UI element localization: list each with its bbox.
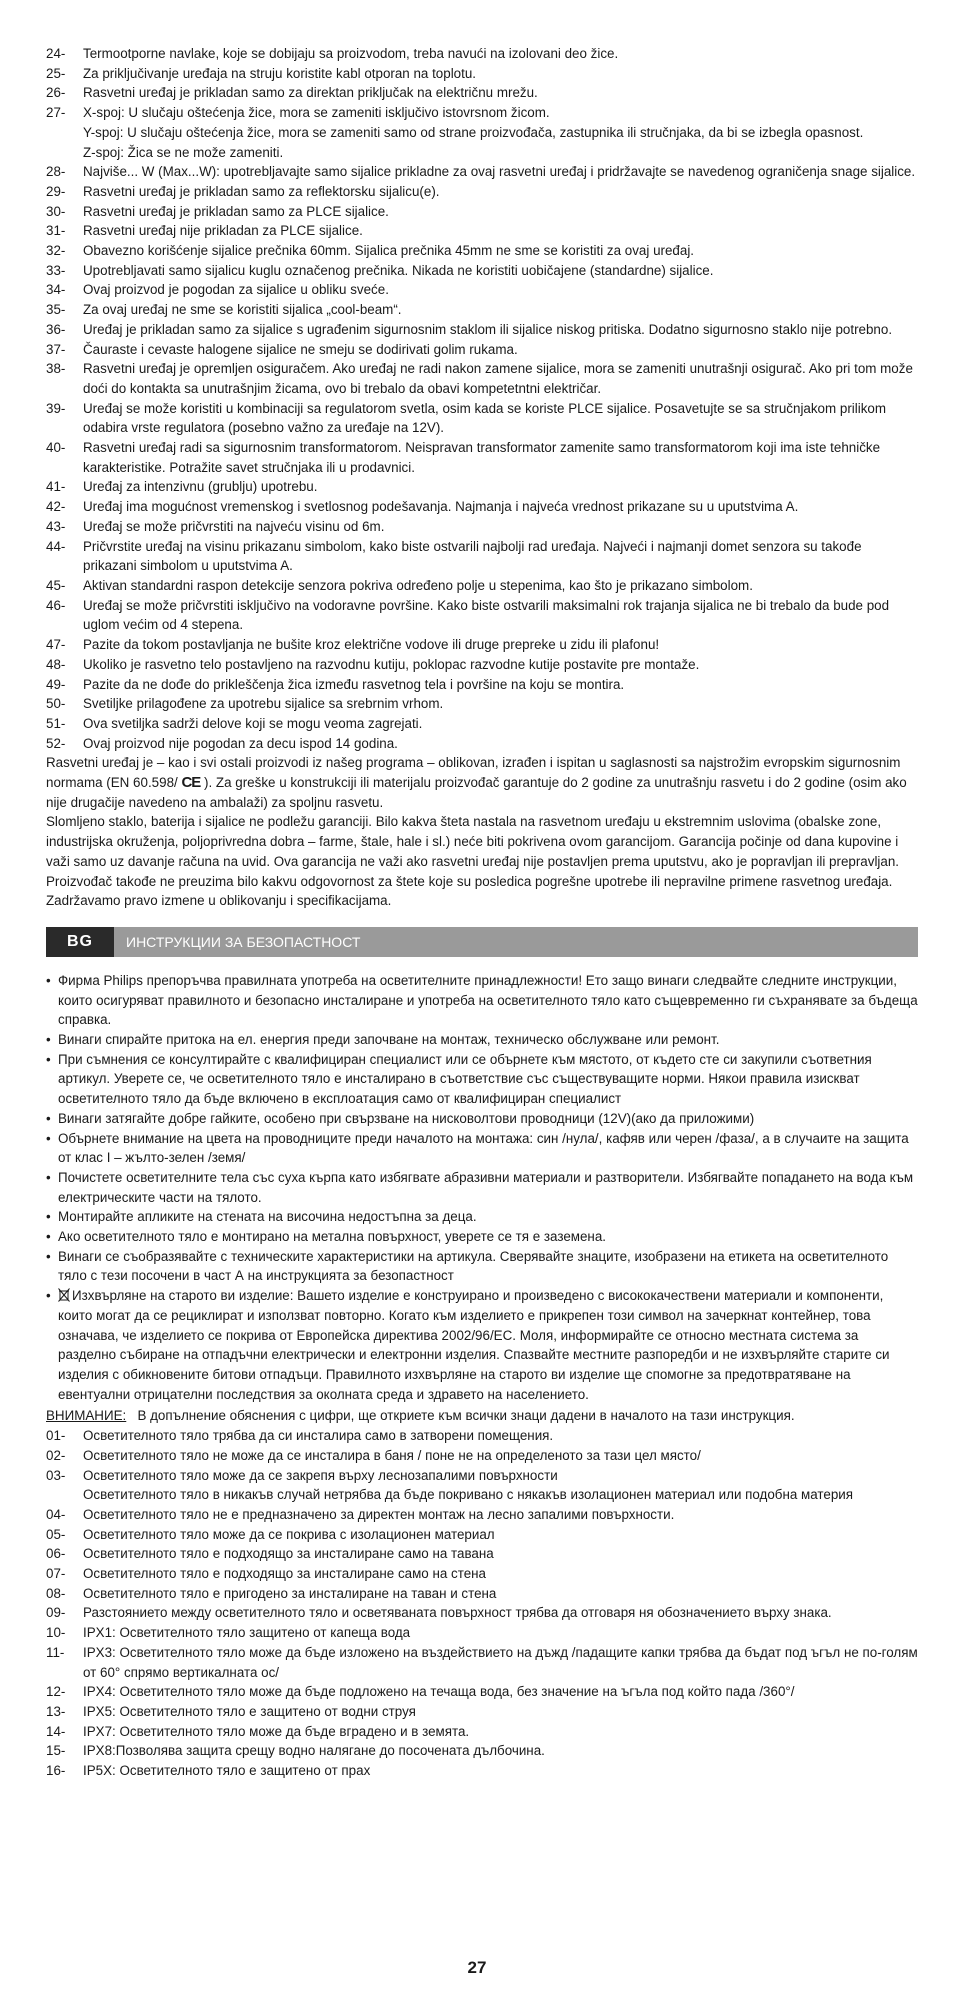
list-item <box>46 1564 918 1584</box>
bullet-text: Монтирайте апликите на стената на височина недостъпна за деца. <box>58 1209 477 1225</box>
item-number: 09- <box>46 1605 66 1621</box>
bullet-text: Фирма Philips препоръчва правилната употреба на осветителните принадлежности! Ето защо винаги следвайте следните инструкции, които осигуряват правилното и безопасно инсталиране и употреба на осветителното тяло като същевременно ги съхранявате за бъдеща справка. <box>58 972 918 1028</box>
bullet-item: • Винаги спирайте притока на ел. енергия преди започване на монтаж, техническо обслужване или ремонт. <box>46 1030 918 1050</box>
bullet-text: Почистете осветителните тела със суха кърпа като избягвате абразивни материали и разтворители. Избягвайте попадането на вода към електрическите части на тялото. <box>58 1169 914 1205</box>
list-item <box>46 300 918 320</box>
bullet-text: Ако осветителното тяло е монтирано на метална повърхност, уверете се тя е заземена. <box>58 1229 606 1245</box>
list-item <box>46 655 918 675</box>
list-item <box>46 1623 918 1643</box>
item-number: 08- <box>46 1585 66 1601</box>
item-text: Uređaj je prikladan samo za sijalice s ugrađenim sigurnosnim staklom ili sijalice niskog pritiska. Dodatno sigurnosno staklo nije potrebno. <box>83 321 893 337</box>
item-number: 41- <box>46 479 66 495</box>
item-number: 27- <box>46 105 66 121</box>
item-subline: Z-spoj: Žica se ne može zameniti. <box>83 144 284 160</box>
item-text: Svetiljke prilagođene za upotrebu sijalice sa srebrnim vrhom. <box>83 696 444 712</box>
list-item <box>46 261 918 281</box>
item-number: 16- <box>46 1763 66 1779</box>
item-number: 13- <box>46 1703 66 1719</box>
item-number: 39- <box>46 400 66 416</box>
item-text: X-spoj: U slučaju oštećenja žice, mora se zameniti isključivo istovrsnom žicom. <box>83 105 550 121</box>
item-number: 46- <box>46 597 66 613</box>
list-item <box>46 1466 918 1486</box>
list-item <box>46 1544 918 1564</box>
item-text: Aktivan standardni raspon detekcije senzora pokriva određeno polje u stepenima, kao što je prikazano simbolom. <box>83 577 753 593</box>
item-text: Ova svetiljka sadrži delove koji se mogu veoma zagrejati. <box>83 715 423 731</box>
bullet-item: • Ако осветителното тяло е монтирано на метална повърхност, уверете се тя е заземена. <box>46 1227 918 1247</box>
item-number: 33- <box>46 262 66 278</box>
list-item <box>46 162 918 182</box>
list-item <box>46 202 918 222</box>
list-item <box>46 1426 918 1446</box>
exclusions-paragraph: Slomljeno staklo, baterija i sijalice ne podležu garanciji. Bilo kakva šteta nastala na rasvetnom uređaju u ekstremnim uslovima (obalske zone, industrijska okruženja, poljoprivredna dobra – farme, štale, hale i sl.) neće biti pokrivena ovom garancijom. Garancija počinje od dana kupovine i važi samo uz davanje računa na uvid. Ova garancija ne važi ako rasvetni uređaj nije postavljen prema uputstvu, ako je popravljan ili prepravljan. Proizvođač takođe ne preuzima bilo kakvu odgovornost za štete koje su posledica pogrešne upotrebe ili nepravilne primene rasvetnog uređaja. <box>46 814 900 889</box>
list-item <box>46 517 918 537</box>
bullet-item: • Монтирайте апликите на стената на височина недостъпна за деца. <box>46 1207 918 1227</box>
crossed-bin-icon <box>58 1288 70 1302</box>
ce-mark-icon: CE <box>181 774 201 792</box>
item-number: 11- <box>46 1644 65 1660</box>
list-item <box>46 497 918 517</box>
item-number: 35- <box>46 302 66 318</box>
item-number: 38- <box>46 361 66 377</box>
item-number: 43- <box>46 518 66 534</box>
item-number: 26- <box>46 85 66 101</box>
item-text: Uređaj se može pričvrstiti na najveću visinu od 6m. <box>83 518 385 534</box>
item-number: 29- <box>46 183 66 199</box>
item-text: Ukoliko je rasvetno telo postavljeno na razvodnu kutiju, poklopac razvodne kutije postavite pre montaže. <box>83 656 700 672</box>
list-item <box>46 340 918 360</box>
item-number: 40- <box>46 440 66 456</box>
bullet-item: • Винаги се съобразявайте с техническите характеристики на артикула. Сверявайте знаците, изобразени на етикета на осветителното тяло с тези посочени в част А на инструкцията за безопастност <box>46 1247 918 1286</box>
item-text: Pričvrstite uređaj na visinu prikazanu simbolom, kako biste ostvarili najbolji rad uređaja. Najveći i najmanji domet senzora su takođe prikazani simbolom u uputstvima A. <box>83 538 862 574</box>
reserve-paragraph: Zadržavamo pravo izmene u oblikovanju i specifikacijama. <box>46 893 392 909</box>
bullet-text: При съмнения се консултирайте с квалифициран специалист или се обърнете към мястото, от където сте си закупили съответния артикул. Уверете се, че осветителното тяло е инсталирано в съответствие със съществуващите норми. Някои правила изискват осветителното тяло да бъде включено в експлоатация само от квалифициран специалист <box>58 1051 872 1107</box>
bullet-item: • Почистете осветителните тела със суха кърпа като избягвате абразивни материали и разтворители. Избягвайте попадането на вода към електрическите части на тялото. <box>46 1168 918 1207</box>
bullet-text: Винаги спирайте притока на ел. енергия преди започване на монтаж, техническо обслужване или ремонт. <box>58 1032 720 1048</box>
list-item <box>46 1722 918 1742</box>
item-number: 05- <box>46 1526 66 1542</box>
item-number: 28- <box>46 164 66 180</box>
item-number: 24- <box>46 46 66 61</box>
item-text: Осветителното тяло не е предназначено за директен монтаж на лесно запалими повърхности. <box>83 1506 675 1522</box>
bg-numbered-list <box>46 1426 918 1781</box>
item-number: 47- <box>46 637 66 653</box>
item-number: 42- <box>46 499 66 515</box>
item-text: IP5X: Осветителното тяло е защитено от прах <box>83 1763 371 1779</box>
item-text: Pazite da tokom postavljanja ne bušite kroz električne vodove ili druge prepreke u zidu ili plafonu! <box>83 637 660 653</box>
list-item <box>46 359 918 398</box>
list-item <box>46 714 918 734</box>
list-item <box>46 320 918 340</box>
bullet-text: Обърнете внимание на цвета на проводниците преди началото на монтажа: син /нула/, кафяв или черен /фаза/, а в случаите на защита от клас I – жълто-зелен /земя/ <box>58 1130 909 1166</box>
item-number: 44- <box>46 538 66 554</box>
list-item <box>46 44 918 64</box>
item-number: 14- <box>46 1723 66 1739</box>
item-number: 02- <box>46 1447 66 1463</box>
item-text: IPX7: Осветителното тяло може да бъде вградено и в земята. <box>83 1723 470 1739</box>
warranty-paragraph: Rasvetni uređaj je – kao i svi ostali proizvodi iz našeg programa – oblikovan, izrađen i ispitan u saglasnosti sa najstrožim evropskim sigurnosnim normama (EN 60.598/ CE ). Za greške u konstrukciji ili materijalu proizvođač garantuje do 2 godine za unutrašnju rasvetu i do 2 godine (osim ako nije drugačije navedeno na ambalaži) za spoljnu rasvetu. <box>46 755 907 810</box>
list-item <box>46 694 918 714</box>
list-item <box>46 280 918 300</box>
bg-safety-bullets <box>46 971 918 1286</box>
item-text: Za ovaj uređaj ne sme se koristiti sijalica „cool-beam“. <box>83 302 402 318</box>
list-item <box>46 596 918 635</box>
item-text: IPX3: Осветителното тяло може да бъде изложено на въздействието на дъжд /падащите капки трябва да бъдат под ъгъл не по-голям от 60° спрямо вертикалната ос/ <box>83 1644 918 1680</box>
item-number: 48- <box>46 656 66 672</box>
language-code: BG <box>46 927 114 957</box>
list-item <box>46 1446 918 1466</box>
item-text: Ovaj proizvod nije pogodan za decu ispod 14 godina. <box>83 735 398 751</box>
item-text: Upotrebljavati samo sijalicu kuglu označenog prečnika. Nikada ne koristiti uobičajene (standardne) sijalice. <box>83 262 714 278</box>
page <box>46 44 918 1781</box>
item-number: 06- <box>46 1546 66 1562</box>
item-text: Obavezno korišćenje sijalice prečnika 60mm. Sijalica prečnika 45mm ne sme se koristiti za ovaj uređaj. <box>83 243 695 259</box>
list-item <box>46 1584 918 1604</box>
item-text: Rasvetni uređaj je opremljen osiguračem. Ako uređaj ne radi nakon zamene sijalice, mora se zameniti unutrašnji osigurač. Ako pri tom može doći do kontakta sa unutrašnjim žicama, ovo bi trebalo da obavi kompetetntni električar. <box>83 361 913 396</box>
list-item <box>46 103 918 123</box>
item-text: IPX5: Осветителното тяло е защитено от водни струя <box>83 1703 416 1719</box>
item-text: Rasvetni uređaj nije prikladan za PLCE sijalice. <box>83 223 363 239</box>
item-number: 45- <box>46 577 66 593</box>
item-text: Čauraste i cevaste halogene sijalice ne smeju se dodirivati golim rukama. <box>83 341 518 357</box>
item-text: Najviše... W (Max...W): upotrebljavajte samo sijalice prikladne za ovaj rasvetni uređaj i pridržavajte se navedenog ograničenja snage sijalice. <box>83 164 916 180</box>
bullet-item: • Фирма Philips препоръчва правилната употреба на осветителните принадлежности! Ето защо винаги следвайте следните инструкции, които осигуряват правилното и безопасно инсталиране и употреба на осветителното тяло като същевременно ги съхранявате за бъдеща справка. <box>46 971 918 1030</box>
item-text: Ovaj proizvod je pogodan za sijalice u obliku sveće. <box>83 282 389 298</box>
bullet-text: Винаги затягайте добре гайките, особено при свързване на нисковолтови проводници (12V)(ако да приложими) <box>58 1110 755 1126</box>
list-item <box>46 83 918 103</box>
list-item <box>46 241 918 261</box>
item-text: Осветителното тяло е подходящо за инсталиране само на стена <box>83 1566 486 1582</box>
item-number: 03- <box>46 1467 66 1483</box>
item-text: Rasvetni uređaj je prikladan samo za reflektorsku sijalicu(e). <box>83 183 440 199</box>
bullet-item: • Винаги затягайте добре гайките, особено при свързване на нисковолтови проводници (12V)(ако да приложими) <box>46 1109 918 1129</box>
page-number: 27 <box>467 1958 487 1977</box>
list-item <box>46 635 918 655</box>
item-text: Rasvetni uređaj je prikladan samo za direktan priključak na električnu mrežu. <box>83 85 538 101</box>
item-number: 04- <box>46 1506 66 1522</box>
bullet-item: • Обърнете внимание на цвета на проводниците преди началото на монтажа: син /нула/, кафяв или черен /фаза/, а в случаите на защита от клас I – жълто-зелен /земя/ <box>46 1129 918 1168</box>
list-item <box>46 1603 918 1623</box>
item-text: Uređaj se može pričvrstiti isključivo na vodoravne površine. Kako biste ostvarili maksimalni rok trajanja sijalica ne bi trebalo da bude pod uglom većim od 4 stepena. <box>83 597 890 633</box>
list-item <box>46 64 918 84</box>
list-item <box>46 1761 918 1781</box>
section-header-bg <box>46 927 918 957</box>
list-item <box>46 576 918 596</box>
item-number: 01- <box>46 1428 66 1444</box>
item-text: Осветителното тяло не може да се инсталира в баня / поне не на определеното за тази цел място/ <box>83 1447 701 1463</box>
list-item <box>46 537 918 576</box>
item-subline: Y-spoj: U slučaju oštećenja žice, mora se zameniti samo od strane proizvođača, zastupnika ili stručnjaka, da bi se izbegla opasnost. <box>83 124 864 140</box>
item-number: 34- <box>46 282 66 298</box>
item-number: 52- <box>46 735 66 751</box>
list-item <box>46 438 918 477</box>
item-number: 12- <box>46 1684 66 1700</box>
item-text: Rasvetni uređaj radi sa sigurnosnim transformatorom. Neispravan transformator zamenite samo transformatorom koji ima iste tehničke karakteristike. Potražite savet stručnjaka ili u prodavnici. <box>83 440 881 475</box>
section-title: ИНСТРУКЦИИ ЗА БЕЗОПАСТНОСТ <box>126 933 361 950</box>
item-number: 50- <box>46 696 66 712</box>
list-item <box>46 1682 918 1702</box>
item-number: 32- <box>46 243 66 259</box>
list-item <box>46 182 918 202</box>
list-item <box>46 399 918 438</box>
bullet-text: Винаги се съобразявайте с техническите характеристики на артикула. Сверявайте знаците, изобразени на етикета на осветителното тяло с тези посочени в част А на инструкцията за безопастност <box>58 1248 889 1284</box>
list-item <box>46 221 918 241</box>
item-text: Za priključivanje uređaja na struju koristite kabl otporan na toplotu. <box>83 65 477 81</box>
list-item <box>46 1643 918 1682</box>
item-text: IPX4: Осветителното тяло може да бъде подложено на течаща вода, без значение на ъгъла под който пада /360°/ <box>83 1684 795 1700</box>
serbian-instructions-list <box>46 44 918 753</box>
item-number: 37- <box>46 341 66 357</box>
item-number: 49- <box>46 676 66 692</box>
list-item <box>46 734 918 754</box>
list-item <box>46 1702 918 1722</box>
item-text: Осветителното тяло е подходящо за инсталиране само на тавана <box>83 1546 494 1562</box>
list-item <box>46 1525 918 1545</box>
item-text: Uređaj se može koristiti u kombinaciji sa regulatorom svetla, osim kada se koriste PLCE sijalice. Posavetujte se sa stručnjakom prilikom odabira vrste regulatora (posebno važno za uređaje na 12V). <box>83 400 887 436</box>
item-number: 51- <box>46 715 66 731</box>
item-text: Rasvetni uređaj je prikladan samo za PLCE sijalice. <box>83 203 389 219</box>
item-text: Осветителното тяло трябва да си инсталира само в затворени помещения. <box>83 1428 554 1444</box>
item-text: Осветителното тяло може да се закрепя върху леснозапалими повърхности <box>83 1467 558 1483</box>
item-text: Uređaj za intenzivnu (grublju) upotrebu. <box>83 479 318 495</box>
list-item <box>46 477 918 497</box>
item-text: IPX8:Позволява защита срещу водно налягане до посочената дълбочина. <box>83 1743 545 1759</box>
bg-disposal-bullet: • Изхвърляне на старото ви изделие: Вашето изделие е конструирано и произведено с висококачествени материали и компоненти, които могат да се рециклират и използват повторно. Когато към изделието е прикрепен този символ на зачеркнат контейнер, това означава, че изделието се покрива от Европейска директива 2002/96/ЕС. Моля, информирайте се относно местната система за разделно събиране на отпадъчни електрически и електронни изделия. Спазвайте местните разпоредби и не изхвърляйте старите си изделия с обикновените битови отпадъци. Правилното изхвърляне на старото ви изделие ще спомогне за предотвратяване на евентуални отрицателни последствия за околната среда и здравето на населението. <box>46 1288 890 1402</box>
item-text: Uređaj ima mogućnost vremenskog i svetlosnog podešavanja. Najmanja i najveća vrednost prikazane su u uputstvima A. <box>83 499 799 515</box>
item-number: 07- <box>46 1566 66 1582</box>
item-text: Pazite da ne dođe do prikleščenja žica između rasvetnog tela i površine na koju se montira. <box>83 676 625 692</box>
item-text: Осветителното тяло е пригодено за инсталиране на таван и стена <box>83 1585 497 1601</box>
item-text: Осветителното тяло може да се покрива с изолационен материал <box>83 1526 495 1542</box>
item-text: IPX1: Осветителното тяло защитено от капеща вода <box>83 1625 411 1641</box>
item-number: 25- <box>46 65 66 81</box>
item-text: Разстоянието между осветителното тяло и осветяваната повърхност трябва да отговаря ня обозначението върху знака. <box>83 1605 832 1621</box>
item-number: 15- <box>46 1743 66 1759</box>
list-item <box>46 1741 918 1761</box>
bg-note: ВНИМАНИЕ: В допълнение обяснения с цифри, ще откриете към всички знаци дадени в началото на тази инструкция. <box>46 1408 795 1424</box>
item-number: 10- <box>46 1625 66 1641</box>
item-number: 31- <box>46 223 66 239</box>
item-number: 36- <box>46 321 66 337</box>
bullet-item: • При съмнения се консултирайте с квалифициран специалист или се обърнете към мястото, от където сте си закупили съответния артикул. Уверете се, че осветителното тяло е инсталирано в съответствие със съществуващите норми. Някои правила изискват осветителното тяло да бъде включено в експлоатация само от квалифициран специалист <box>46 1050 918 1109</box>
item-subline: Осветителното тяло в никакъв случай нетрябва да бъде покривано с някакъв изолационен материал или подобна материя <box>83 1487 854 1503</box>
list-item <box>46 1505 918 1525</box>
list-item <box>46 675 918 695</box>
item-text: Termootporne navlake, koje se dobijaju sa proizvodom, treba navući na izolovani deo žice. <box>83 46 619 61</box>
item-number: 30- <box>46 203 66 219</box>
